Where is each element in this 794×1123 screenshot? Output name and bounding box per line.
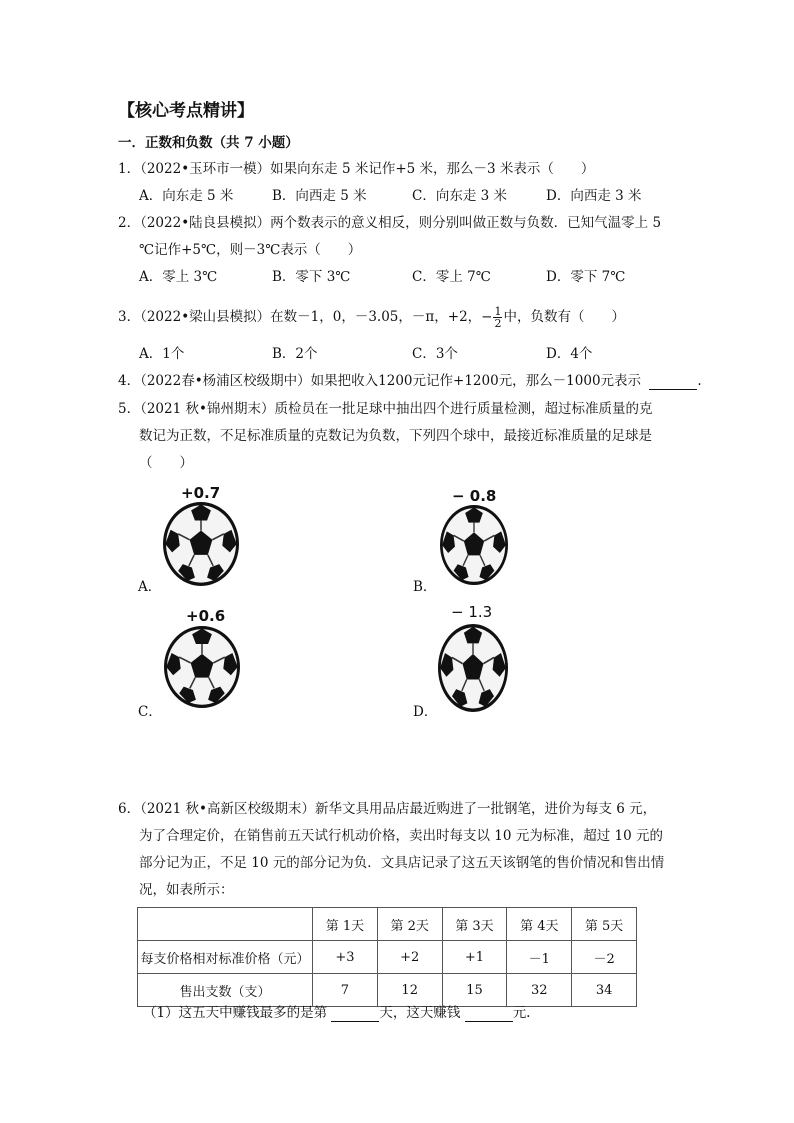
- q6-sub1: [143, 1004, 530, 1022]
- soccer-ball-icon: [163, 502, 239, 586]
- table-cell: －1: [507, 941, 572, 974]
- q2-line1: 2．（2022•陆良县模拟）两个数表示的意义相反，则分别叫做正数与负数．已知气温零上 5: [118, 215, 662, 231]
- ball-c-value: +0.6: [186, 607, 226, 625]
- q3-stem: [118, 306, 625, 329]
- ball-a-letter[interactable]: A．: [138, 579, 162, 595]
- table-cell: +3: [313, 941, 378, 974]
- q6-line1: 6．（2021 秋•高新区校级期末）新华文具用品店最近购进了一批钢笔，进价为每支 6 元，: [118, 801, 657, 817]
- ball-b-letter[interactable]: B．: [413, 579, 437, 595]
- q1-stem: 1．（2022•玉环市一模）如果向东走 5 米记作+5 米，那么－3 米表示（ ）: [118, 161, 595, 177]
- q5-line2: 数记为正数，不足标准质量的克数记为负数，下列四个球中，最接近标准质量的足球是: [139, 428, 652, 444]
- ball-a-value: +0.7: [181, 484, 221, 502]
- q5-line3: （ ）: [139, 455, 193, 471]
- q2-option-a: A．零上 3℃: [139, 269, 218, 285]
- table-cell: +2: [377, 941, 442, 974]
- q5-line1: 5．（2021 秋•锦州期末）质检员在一批足球中抽出四个进行质量检测，超过标准质量的克: [118, 401, 653, 417]
- ball-b-value: − 0.8: [452, 487, 497, 505]
- section-title: 【核心考点精讲】: [118, 101, 254, 121]
- q3-option-d: D．4个: [546, 346, 593, 362]
- q1-option-c: C．向东走 3 米: [412, 188, 508, 204]
- ball-d-value: − 1.3: [451, 603, 493, 621]
- q2-option-b: B．零下 3℃: [272, 269, 351, 285]
- table-header-cell: [138, 908, 313, 941]
- ball-d-letter[interactable]: D．: [413, 704, 438, 720]
- q4-answer-blank[interactable]: [649, 376, 697, 390]
- table-header-cell: 第 2天: [377, 908, 442, 941]
- q6-line2: 为了合理定价，在销售前五天试行机动价格，卖出时每支以 10 元为标准，超过 10 元的: [139, 828, 664, 844]
- table-header-row: [138, 908, 637, 941]
- q2-option-c: C．零上 7℃: [412, 269, 491, 285]
- table-header-cell: 第 5天: [572, 908, 637, 941]
- q6-line4: 况，如表所示：: [139, 882, 234, 898]
- table-header-cell: 第 3天: [442, 908, 507, 941]
- table-cell: 32: [507, 974, 572, 1007]
- table-cell: +1: [442, 941, 507, 974]
- q1-option-a: A．向东走 5 米: [139, 188, 234, 204]
- q1-option-d: D．向西走 3 米: [546, 188, 642, 204]
- q6-sub1-text-b: 天，这天赚钱: [379, 1005, 461, 1021]
- table-cell: 12: [377, 974, 442, 1007]
- fraction-denominator: 2: [494, 317, 502, 330]
- table-cell: 7: [313, 974, 378, 1007]
- soccer-ball-icon: [438, 624, 508, 712]
- q6-day-answer-blank[interactable]: [331, 1008, 379, 1022]
- q4-stem: [118, 372, 702, 390]
- table-cell: 15: [442, 974, 507, 1007]
- q2-option-d: D．零下 7℃: [546, 269, 626, 285]
- table-cell: －2: [572, 941, 637, 974]
- q3-stem-end: 中，负数有（ ）: [503, 309, 625, 325]
- q4-text: 4．（2022春•杨浦区校级期中）如果把收入1200元记作+1200元，那么－1000元表示: [118, 373, 642, 389]
- soccer-ball-icon: [440, 505, 508, 585]
- q3-stem-start: 3．（2022•梁山县模拟）在数－1，0，－3.05，－π，+2，−: [118, 309, 493, 325]
- q6-sub1-text-a: （1）这五天中赚钱最多的是第: [143, 1005, 328, 1021]
- fraction-numerator: 1: [494, 305, 502, 318]
- q3-option-c: C．3个: [412, 346, 458, 362]
- q2-line2: ℃记作+5℃，则－3℃表示（ ）: [139, 242, 362, 258]
- table-cell: 34: [572, 974, 637, 1007]
- q3-option-b: B．2个: [272, 346, 318, 362]
- part-heading: 一．正数和负数（共 7 小题）: [118, 135, 299, 151]
- q3-option-a: A．1个: [139, 346, 185, 362]
- soccer-ball-icon: [164, 626, 240, 708]
- table-header-cell: 第 1天: [313, 908, 378, 941]
- q6-data-table: [137, 907, 637, 1007]
- table-header-cell: 第 4天: [507, 908, 572, 941]
- q3-fraction: [493, 306, 502, 329]
- q4-end: .: [697, 373, 702, 389]
- table-row-label: 售出支数（支）: [138, 974, 313, 1007]
- table-row-label: 每支价格相对标准价格（元）: [138, 941, 313, 974]
- q6-line3: 部分记为正，不足 10 元的部分记为负．文具店记录了这五天该钢笔的售价情况和售出情: [139, 855, 665, 871]
- q6-sub1-text-c: 元.: [512, 1005, 531, 1021]
- table-row: [138, 974, 637, 1007]
- table-row: [138, 941, 637, 974]
- ball-c-letter[interactable]: C．: [138, 704, 162, 720]
- q6-profit-answer-blank[interactable]: [465, 1008, 513, 1022]
- q1-option-b: B．向西走 5 米: [272, 188, 367, 204]
